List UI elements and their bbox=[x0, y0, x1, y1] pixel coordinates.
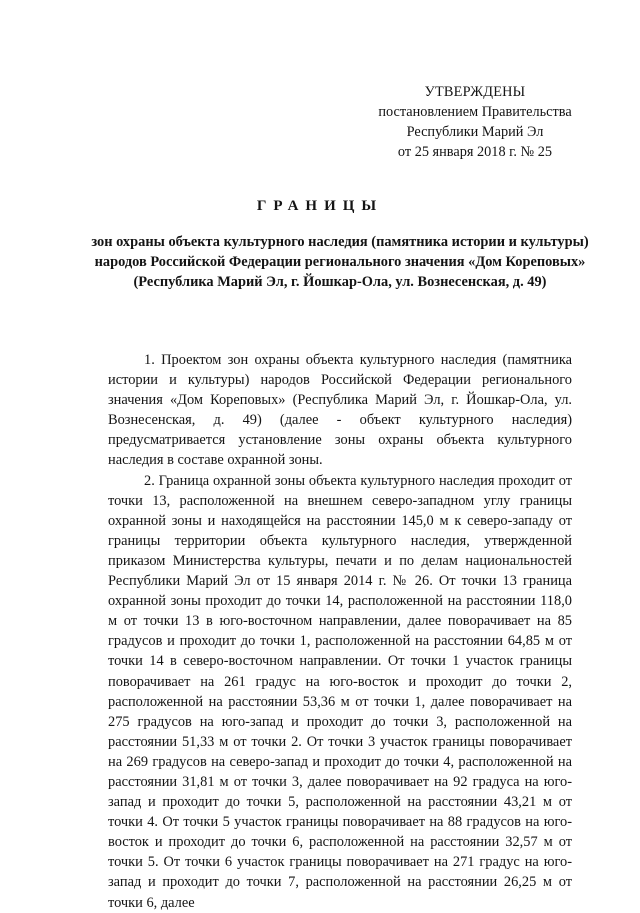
approval-line-1: постановлением Правительства bbox=[378, 104, 572, 120]
paragraph-1: 1. Проектом зон охраны объекта культурного наследия (памятника истории и культуры) народов Российской Федерации регионального значения «Дом Кореповых» (Республика Марий Эл, г. Йошкар-Ола, ул. Вознесенская, д. 49) (далее - объект культурного наследия) предусматривается установление зоны охраны объекта культурного наследия в составе охранной зоны. bbox=[108, 352, 572, 469]
approval-heading: УТВЕРЖДЕНЫ bbox=[424, 84, 526, 100]
approval-line-2: Республики Марий Эл bbox=[406, 124, 544, 140]
paragraph-2: 2. Граница охранной зоны объекта культурного наследия проходит от точки 13, расположенной на внешнем северо-западном углу границы охранной зоны и находящейся на расстоянии 145,0 м к северо-западу от границы территории объекта культурного наследия, утвержденной приказом Министерства культуры, печати и по делам национальностей Республики Марий Эл от 15 января 2014 г. № 26. От точки 13 граница охранной зоны проходит до точки 14, расположенной на расстоянии 118,0 м от точки 13 в юго-восточном направлении, далее поворачивает на 85 градусов и проходит до точки 1, расположенной на расстоянии 64,85 м от точки 14 в северо-восточном направлении. От точки 1 участок границы поворачивает на 261 градус на юго-восток и проходит до точки 2, расположенной на расстоянии 53,36 м от точки 1, далее поворачивает на 275 градусов на юго-запад и проходит до точки 3, расположенной на расстоянии 51,33 м от точки 2. От точки 3 участок границы поворачивает на 269 градусов на северо-запад и проходит до точки 4, расположенной на расстоянии 31,81 м от точки 3, далее поворачивает на 92 градуса на юго-запад и проходит до точки 5, расположенной на расстоянии 43,21 м от точки 4. От точки 5 участок границы поворачивает на 88 градусов на юго-восток и проходит до точки 6, расположенной на расстоянии 32,57 м от точки 5. От точки 6 участок границы поворачивает на 271 градус на юго-запад и проходит до точки 7, расположенной на расстоянии 26,25 м от точки 6, далее bbox=[108, 472, 572, 911]
document-subtitle: зон охраны объекта культурного наследия (памятника истории и культуры) народов Российской Федерации регионального значения «Дом Кореповых» (Республика Марий Эл, г. Йошкар-Ола, ул. Вознесенская, д. 49) bbox=[91, 234, 589, 290]
document-title: ГРАНИЦЫ bbox=[256, 198, 384, 214]
approval-line-3: от 25 января 2018 г. № 25 bbox=[397, 144, 553, 160]
approval-stamp bbox=[350, 82, 600, 162]
document-body bbox=[108, 350, 572, 913]
